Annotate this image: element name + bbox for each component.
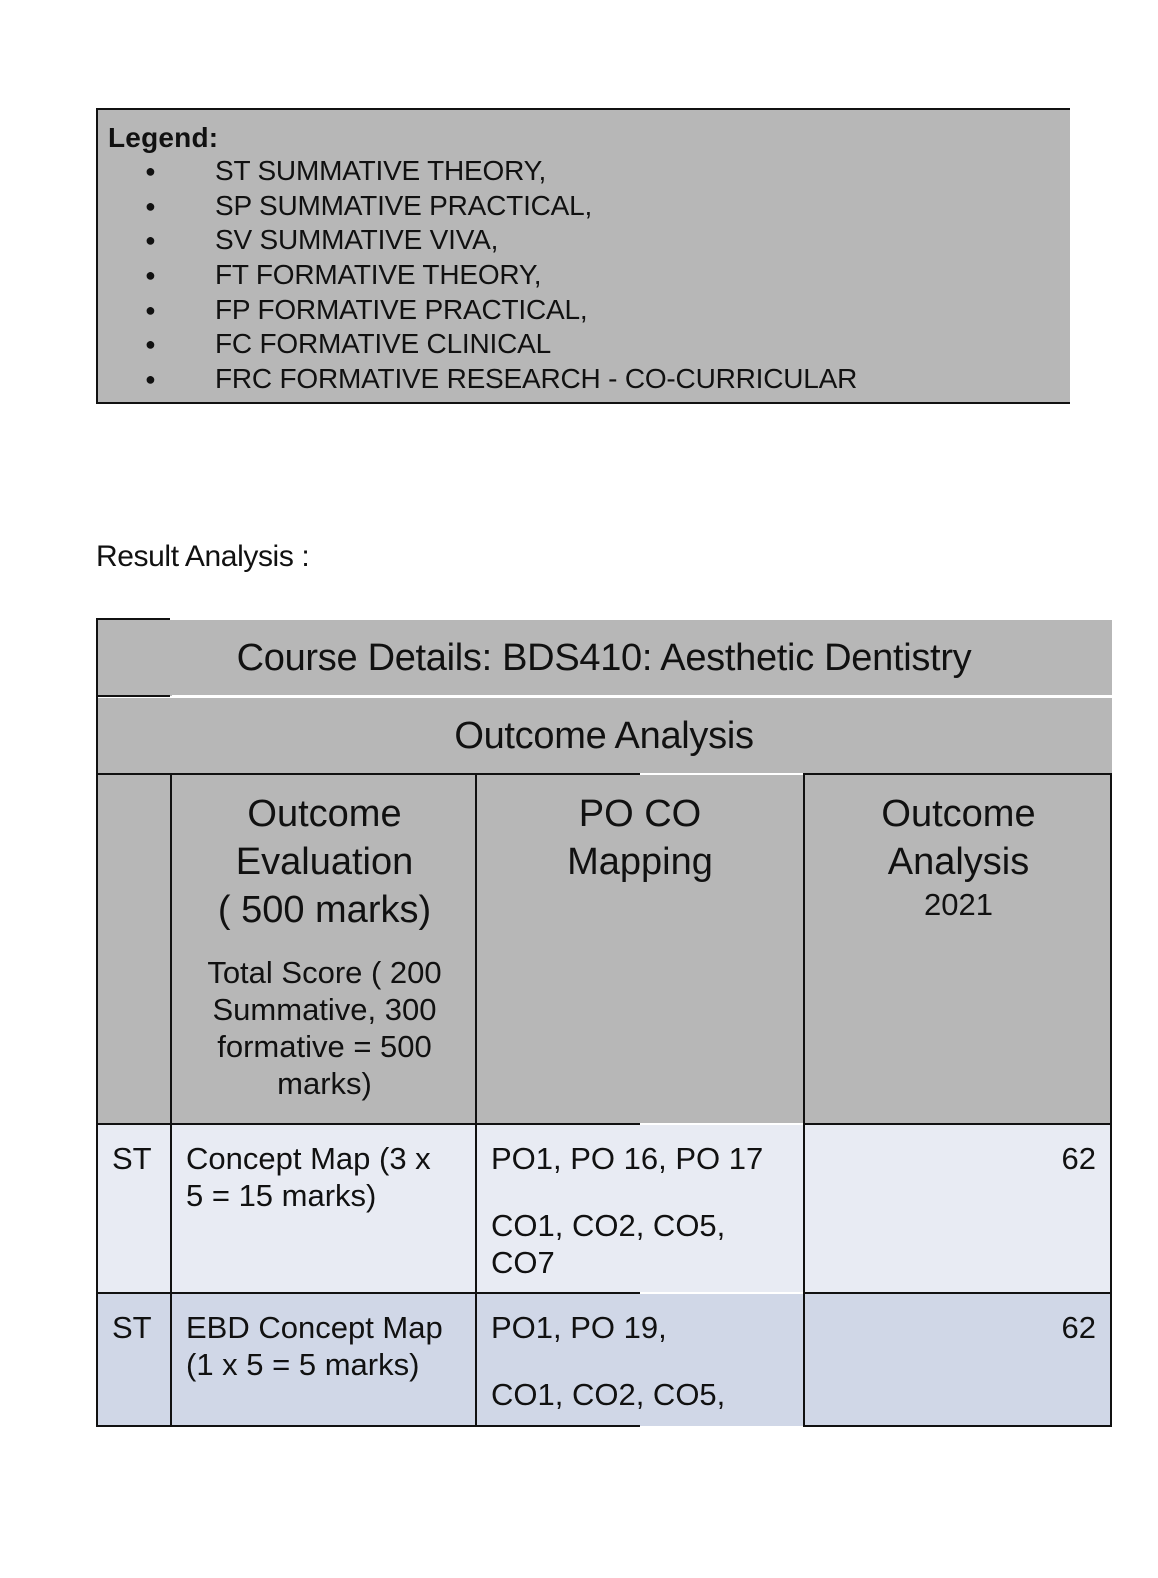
header-po-co-mapping: PO CO Mapping (567, 793, 713, 883)
co-list: CO1, CO2, CO5, (491, 1208, 726, 1243)
course-details-title: Course Details: BDS410: Aesthetic Dentistry (236, 637, 972, 679)
po-list: PO1, PO 16, PO 17 (491, 1141, 764, 1176)
bullet-icon: ● (145, 195, 156, 216)
bullet-icon: ● (145, 334, 156, 355)
divider (96, 618, 170, 620)
divider (96, 618, 98, 1427)
result-analysis-heading: Result Analysis : (96, 540, 310, 573)
bullet-icon: ● (145, 299, 156, 320)
divider (170, 773, 172, 1427)
divider (803, 773, 1112, 775)
outcome-analysis-title: Outcome Analysis (454, 715, 754, 757)
divider (96, 695, 170, 697)
divider (96, 1425, 640, 1427)
legend-title: Legend: (108, 122, 219, 153)
co-list: CO1, CO2, CO5, (491, 1377, 726, 1412)
divider (640, 773, 803, 775)
divider (96, 773, 640, 775)
row-po-co-mapping (491, 1309, 801, 1413)
bullet-icon: ● (145, 161, 156, 181)
bullet-icon: ● (145, 230, 156, 251)
divider (803, 1292, 1112, 1294)
row-po-co-mapping: PO1, PO 16, PO 17 CO1, CO2, CO5, CO7 (491, 1140, 801, 1281)
divider (803, 773, 805, 1427)
result-table (96, 618, 1112, 1428)
divider (640, 1292, 803, 1294)
bullet-icon: ● (145, 369, 156, 390)
divider (96, 1292, 640, 1294)
analysis-year: 2021 (924, 887, 993, 922)
divider (172, 695, 1112, 697)
divider (640, 1123, 803, 1125)
row-evaluation: EBD Concept Map (1 x 5 = 5 marks) (186, 1310, 443, 1382)
divider (475, 773, 477, 1427)
row-type: ST (112, 1141, 152, 1176)
row-score: 62 (1061, 1141, 1096, 1176)
divider (96, 1123, 640, 1125)
header-outcome-analysis: Outcome Analysis 2021 (805, 790, 1112, 923)
row-score: 62 (1061, 1310, 1096, 1345)
po-list: PO1, PO 19, (491, 1310, 667, 1345)
bullet-icon: ● (145, 265, 156, 286)
row-type: ST (112, 1310, 152, 1345)
divider (1110, 773, 1112, 1427)
divider (803, 1425, 1112, 1427)
row-evaluation: Concept Map (3 x 5 = 15 marks) (186, 1141, 431, 1213)
header-evaluation: Outcome Evaluation ( 500 marks) Total Score ( 200 Summative, 300 formative = 500 marks) (207, 793, 442, 1101)
legend-box: Legend: ● ST SUMMATIVE THEORY, ● SP SUMMATIVE PRACTICAL, ● SV SUMMATIVE VIVA, ● FT FORMATIVE THEORY, ● FP FORMATIVE PRACTICAL, ● FC FORMATIVE CLINICAL ● FRC FORMATIVE RESEARCH - CO-CURRICULAR (96, 108, 1070, 404)
divider (803, 1123, 1112, 1125)
